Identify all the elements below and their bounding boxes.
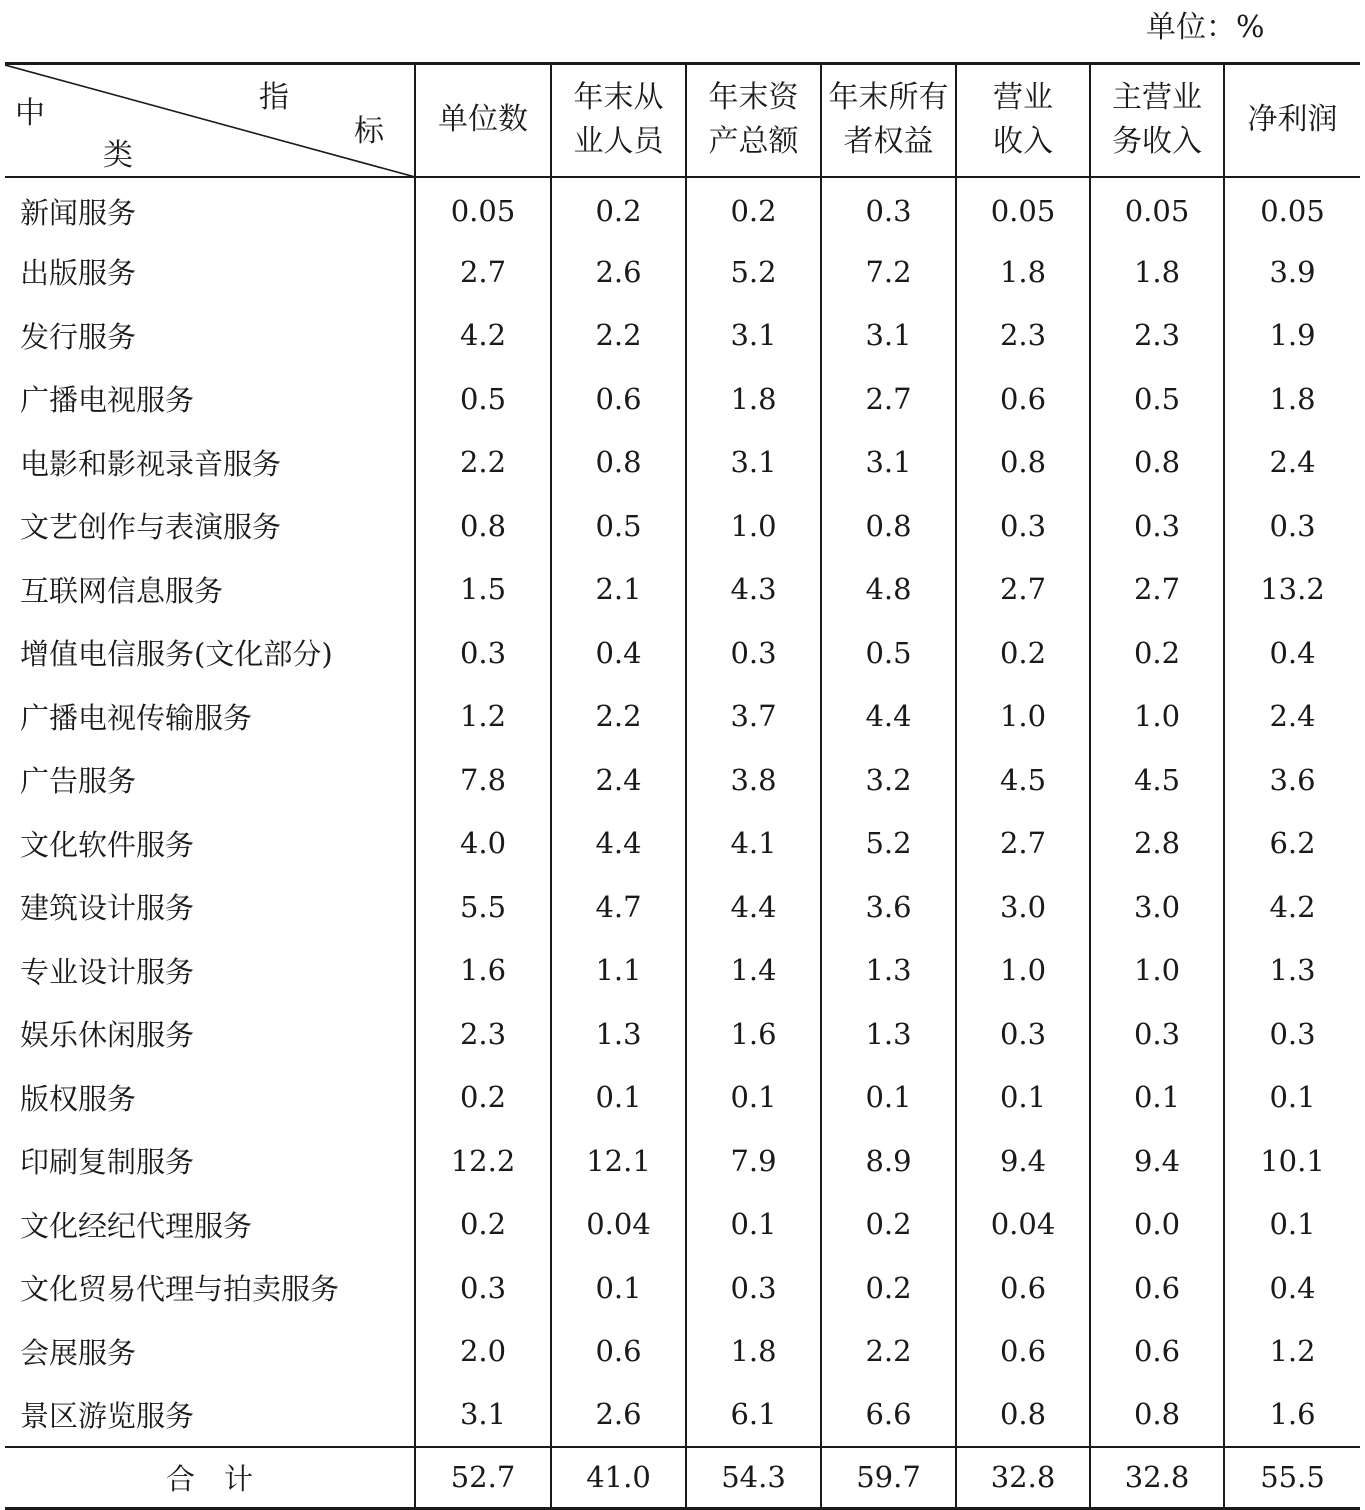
value-cell: 4.5 [1090,748,1224,812]
table-row [5,558,1360,622]
category-name: 互联网信息服务 [20,573,224,608]
corner-top-right-label: 指 [259,80,289,115]
value-cell: 0.8 [821,494,956,558]
category-name: 建筑设计服务 [20,891,195,926]
value-cell: 1.8 [686,1320,821,1384]
value-cell: 4.4 [686,875,821,939]
value-cell: 12.2 [415,1129,551,1193]
value-cell: 1.0 [1090,685,1224,749]
value-cell: 1.8 [1224,367,1360,431]
value-cell: 3.1 [821,304,956,368]
value-cell: 2.7 [1090,558,1224,622]
value-cell: 1.0 [956,939,1090,1003]
corner-left-label: 中 [15,96,45,131]
value-cell: 7.2 [821,240,956,304]
value-cell: 0.3 [415,621,551,685]
value-cell: 1.9 [1224,304,1360,368]
value-cell: 4.5 [956,748,1090,812]
value-cell: 1.5 [415,558,551,622]
table-row [5,1002,1360,1066]
table-row [5,1066,1360,1130]
value-cell: 10.1 [1224,1129,1360,1193]
value-cell: 32.8 [956,1447,1090,1509]
value-cell: 1.0 [686,494,821,558]
column-header: 主营业 务收入 [1090,64,1224,177]
value-cell: 0.3 [686,1256,821,1320]
value-cell: 41.0 [551,1447,686,1509]
value-cell: 0.3 [1090,1002,1224,1066]
category-name: 文化经纪代理服务 [20,1208,253,1243]
value-cell: 1.8 [1090,240,1224,304]
column-header: 营业 收入 [956,64,1090,177]
value-cell: 0.3 [1224,1002,1360,1066]
corner-bottom-left-label: 类 [103,138,133,173]
value-cell: 1.3 [821,939,956,1003]
value-cell: 4.3 [686,558,821,622]
value-cell: 2.2 [551,685,686,749]
value-cell: 1.2 [1224,1320,1360,1384]
value-cell: 0.1 [1090,1066,1224,1130]
value-cell: 2.4 [551,748,686,812]
table-row [5,304,1360,368]
value-cell: 2.3 [1090,304,1224,368]
category-name: 广播电视服务 [20,383,195,418]
column-header: 单位数 [415,64,551,177]
value-cell: 2.3 [956,304,1090,368]
value-cell: 0.3 [821,177,956,241]
category-name: 印刷复制服务 [20,1145,195,1180]
total-label: 合 计 [5,1447,415,1509]
value-cell: 0.6 [1090,1256,1224,1320]
category-name: 广播电视传输服务 [20,700,253,735]
value-cell: 0.2 [415,1066,551,1130]
statistics-table [5,62,1360,1510]
value-cell: 5.2 [686,240,821,304]
value-cell: 0.3 [1090,494,1224,558]
value-cell: 0.1 [686,1193,821,1257]
value-cell: 6.1 [686,1383,821,1447]
category-name: 增值电信服务(文化部分) [20,637,333,672]
value-cell: 2.2 [415,431,551,495]
value-cell: 0.5 [1090,367,1224,431]
value-cell: 4.7 [551,875,686,939]
category-name: 景区游览服务 [20,1398,195,1433]
value-cell: 0.3 [956,1002,1090,1066]
value-cell: 9.4 [956,1129,1090,1193]
value-cell: 1.2 [415,685,551,749]
value-cell: 3.0 [1090,875,1224,939]
value-cell: 2.4 [1224,431,1360,495]
value-cell: 7.9 [686,1129,821,1193]
table-row [5,621,1360,685]
value-cell: 55.5 [1224,1447,1360,1509]
table-body [5,177,1360,1509]
value-cell: 4.4 [551,812,686,876]
value-cell: 0.1 [956,1066,1090,1130]
table-row [5,240,1360,304]
value-cell: 0.2 [821,1193,956,1257]
value-cell: 1.6 [686,1002,821,1066]
category-name: 新闻服务 [20,195,137,230]
value-cell: 1.0 [1090,939,1224,1003]
value-cell: 0.6 [956,367,1090,431]
value-cell: 7.8 [415,748,551,812]
value-cell: 5.5 [415,875,551,939]
value-cell: 1.3 [551,1002,686,1066]
corner-right-label: 标 [354,114,384,149]
value-cell: 8.9 [821,1129,956,1193]
category-name: 文化软件服务 [20,827,195,862]
value-cell: 0.8 [551,431,686,495]
value-cell: 0.4 [1224,621,1360,685]
value-cell: 6.6 [821,1383,956,1447]
value-cell: 2.2 [821,1320,956,1384]
table-row [5,177,1360,241]
value-cell: 5.2 [821,812,956,876]
table-row [5,939,1360,1003]
value-cell: 0.6 [551,367,686,431]
value-cell: 0.6 [956,1256,1090,1320]
value-cell: 0.6 [551,1320,686,1384]
value-cell: 0.8 [415,494,551,558]
value-cell: 2.4 [1224,685,1360,749]
column-header: 年末从 业人员 [551,64,686,177]
value-cell: 1.6 [1224,1383,1360,1447]
category-name: 文艺创作与表演服务 [20,510,282,545]
column-header: 年末资 产总额 [686,64,821,177]
value-cell: 6.2 [1224,812,1360,876]
table-row [5,494,1360,558]
value-cell: 0.1 [821,1066,956,1130]
value-cell: 0.4 [551,621,686,685]
value-cell: 13.2 [1224,558,1360,622]
value-cell: 0.2 [1090,621,1224,685]
value-cell: 2.6 [551,1383,686,1447]
value-cell: 3.6 [821,875,956,939]
value-cell: 3.9 [1224,240,1360,304]
corner-header [5,64,415,177]
value-cell: 0.3 [1224,494,1360,558]
value-cell: 3.1 [415,1383,551,1447]
table-row [5,367,1360,431]
unit-label: 单位：% [1146,10,1265,45]
column-header: 净利润 [1224,64,1360,177]
value-cell: 2.2 [551,304,686,368]
value-cell: 0.3 [956,494,1090,558]
value-cell: 0.2 [415,1193,551,1257]
value-cell: 2.7 [956,812,1090,876]
value-cell: 0.2 [686,177,821,241]
value-cell: 0.1 [686,1066,821,1130]
category-name: 文化贸易代理与拍卖服务 [20,1272,340,1307]
value-cell: 1.8 [956,240,1090,304]
value-cell: 0.04 [956,1193,1090,1257]
category-name: 发行服务 [20,319,137,354]
value-cell: 2.6 [551,240,686,304]
value-cell: 3.2 [821,748,956,812]
value-cell: 0.04 [551,1193,686,1257]
value-cell: 1.4 [686,939,821,1003]
value-cell: 0.6 [956,1320,1090,1384]
value-cell: 2.1 [551,558,686,622]
value-cell: 59.7 [821,1447,956,1509]
value-cell: 0.3 [686,621,821,685]
table-header-row [5,64,1360,177]
value-cell: 3.1 [686,304,821,368]
value-cell: 4.0 [415,812,551,876]
value-cell: 0.2 [821,1256,956,1320]
value-cell: 0.4 [1224,1256,1360,1320]
table-row [5,1193,1360,1257]
category-name: 专业设计服务 [20,954,195,989]
value-cell: 2.7 [956,558,1090,622]
value-cell: 1.6 [415,939,551,1003]
value-cell: 0.8 [956,431,1090,495]
table-row [5,748,1360,812]
value-cell: 4.8 [821,558,956,622]
table-row [5,431,1360,495]
value-cell: 0.8 [956,1383,1090,1447]
value-cell: 2.7 [821,367,956,431]
value-cell: 4.1 [686,812,821,876]
table-row [5,1383,1360,1447]
value-cell: 1.8 [686,367,821,431]
value-cell: 0.8 [1090,1383,1224,1447]
value-cell: 3.1 [821,431,956,495]
value-cell: 0.1 [551,1066,686,1130]
value-cell: 3.7 [686,685,821,749]
value-cell: 3.6 [1224,748,1360,812]
total-row [5,1447,1360,1509]
table-row [5,1256,1360,1320]
value-cell: 1.3 [1224,939,1360,1003]
column-header: 年末所有 者权益 [821,64,956,177]
value-cell: 0.05 [956,177,1090,241]
value-cell: 0.3 [415,1256,551,1320]
category-name: 电影和影视录音服务 [20,446,282,481]
value-cell: 0.5 [415,367,551,431]
value-cell: 0.6 [1090,1320,1224,1384]
table-row [5,1320,1360,1384]
value-cell: 0.1 [551,1256,686,1320]
value-cell: 2.3 [415,1002,551,1066]
value-cell: 0.0 [1090,1193,1224,1257]
value-cell: 0.5 [821,621,956,685]
value-cell: 3.8 [686,748,821,812]
value-cell: 2.7 [415,240,551,304]
value-cell: 1.3 [821,1002,956,1066]
value-cell: 54.3 [686,1447,821,1509]
table-row [5,685,1360,749]
value-cell: 0.2 [551,177,686,241]
value-cell: 3.0 [956,875,1090,939]
category-name: 会展服务 [20,1335,137,1370]
value-cell: 0.8 [1090,431,1224,495]
category-name: 出版服务 [20,256,137,291]
value-cell: 0.5 [551,494,686,558]
value-cell: 32.8 [1090,1447,1224,1509]
category-name: 广告服务 [20,764,137,799]
value-cell: 0.05 [1090,177,1224,241]
value-cell: 0.05 [1224,177,1360,241]
category-name: 娱乐休闲服务 [20,1018,195,1053]
table-row [5,812,1360,876]
value-cell: 4.2 [415,304,551,368]
value-cell: 2.0 [415,1320,551,1384]
value-cell: 0.2 [956,621,1090,685]
value-cell: 4.2 [1224,875,1360,939]
value-cell: 52.7 [415,1447,551,1509]
value-cell: 0.1 [1224,1193,1360,1257]
table-row [5,1129,1360,1193]
value-cell: 1.0 [956,685,1090,749]
value-cell: 4.4 [821,685,956,749]
value-cell: 3.1 [686,431,821,495]
value-cell: 9.4 [1090,1129,1224,1193]
value-cell: 0.05 [415,177,551,241]
table-row [5,875,1360,939]
value-cell: 2.8 [1090,812,1224,876]
value-cell: 12.1 [551,1129,686,1193]
value-cell: 1.1 [551,939,686,1003]
category-name: 版权服务 [20,1081,137,1116]
value-cell: 0.1 [1224,1066,1360,1130]
